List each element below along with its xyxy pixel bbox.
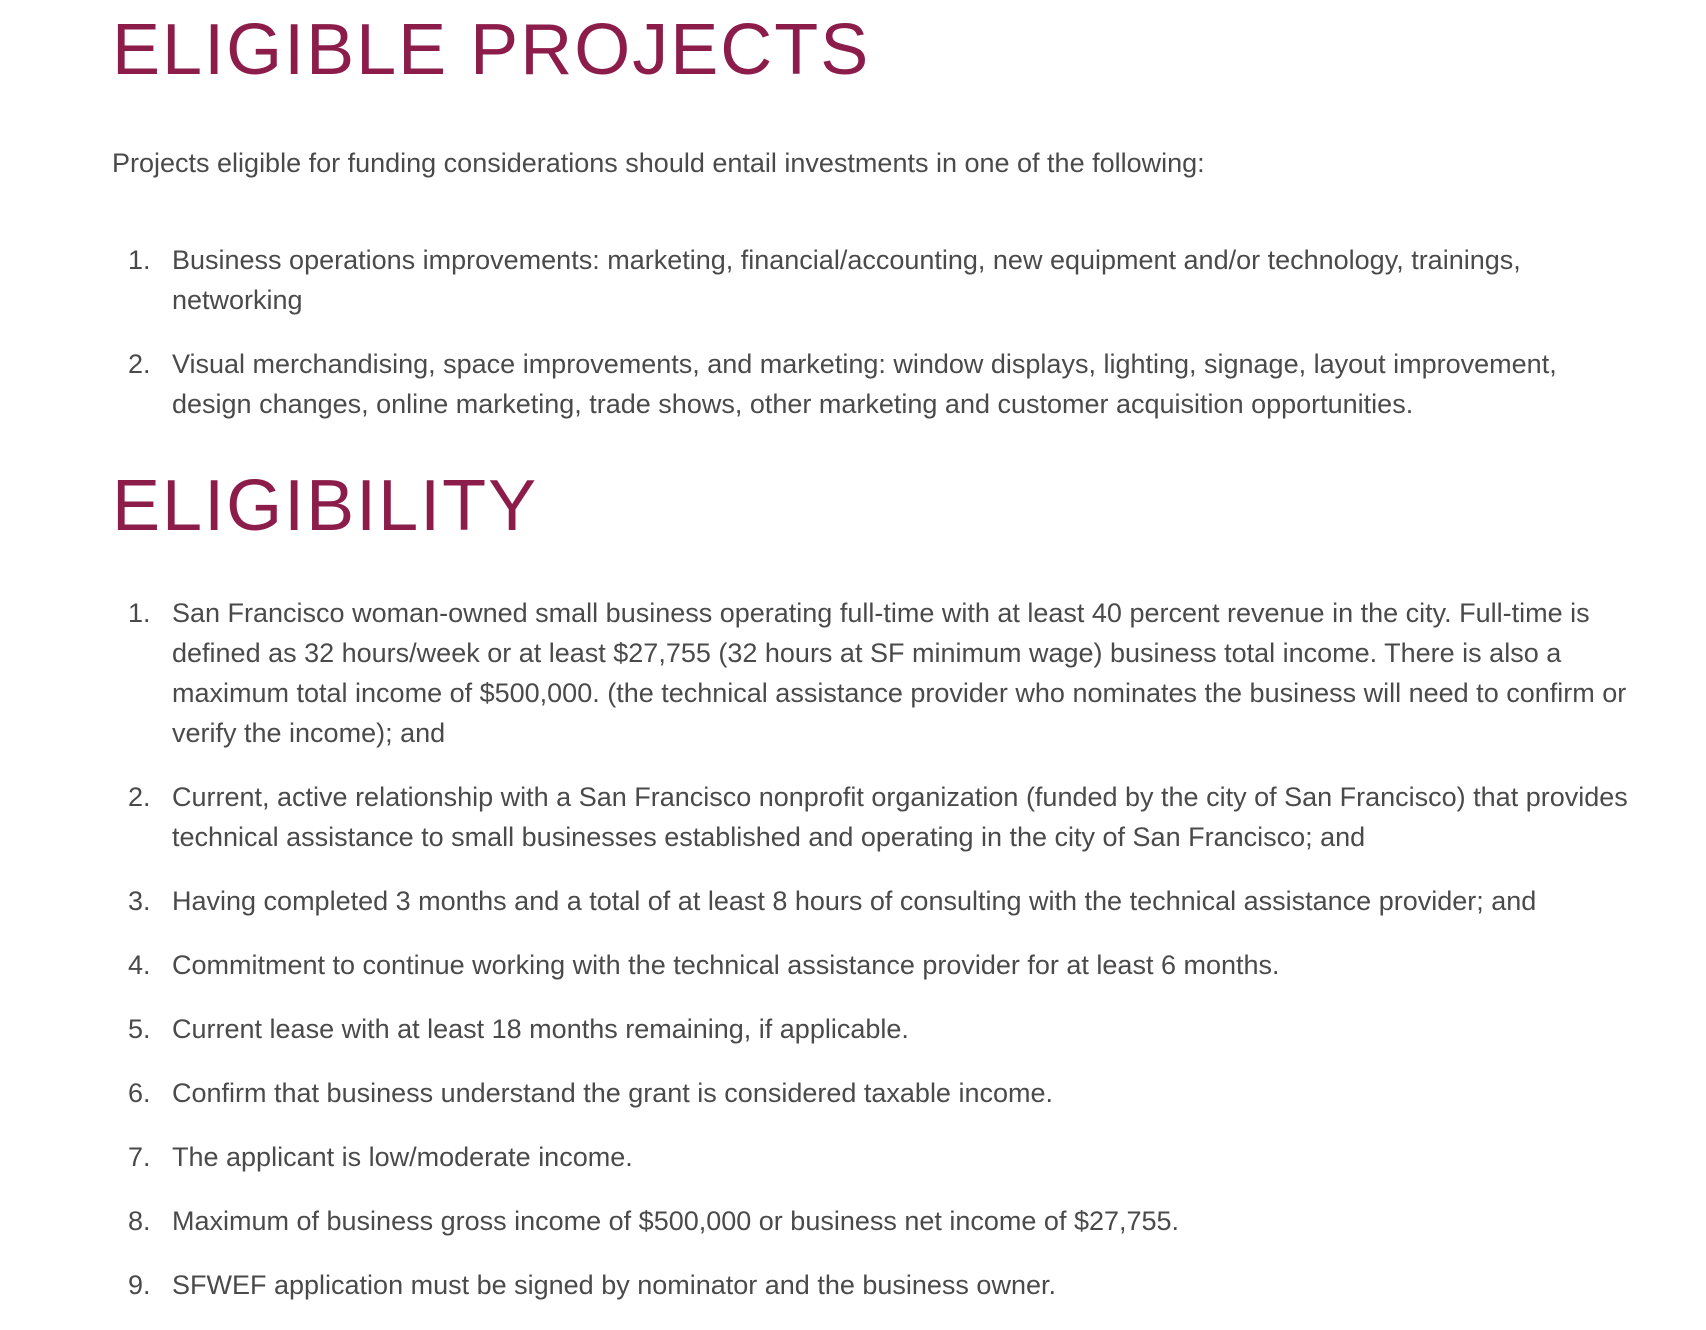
list-item-number: 2. (128, 782, 151, 812)
list-item-text: Commitment to continue working with the technical assistance provider for at least 6 months. (172, 950, 1280, 980)
list-item-number: 1. (128, 245, 151, 275)
list-item-number: 9. (128, 1270, 151, 1300)
list-item-number: 8. (128, 1206, 151, 1236)
list-item-number: 4. (128, 950, 151, 980)
list-item (112, 945, 1632, 985)
list-item-text: Business operations improvements: marketing, financial/accounting, new equipment and/or technology, trainings, networking (172, 245, 1521, 315)
eligible-projects-heading: ELIGIBLE PROJECTS (112, 10, 871, 90)
eligibility-heading: ELIGIBILITY (112, 466, 539, 546)
list-item-text: San Francisco woman-owned small business operating full-time with at least 40 percent revenue in the city. Full-time is defined as 32 hours/week or at least $27,755 (32 hours at SF minimum wage) business total income. There is also a maximum total income of $500,000. (the technical assistance provider who nominates the business will need to confirm or verify the income); and (172, 598, 1627, 748)
list-item (112, 593, 1632, 753)
list-item (112, 1137, 1632, 1177)
list-item (112, 1073, 1632, 1113)
list-item-text: Current, active relationship with a San Francisco nonprofit organization (funded by the city of San Francisco) that provides technical assistance to small businesses established and operating in the city of San Francisco; and (172, 782, 1628, 852)
eligibility-list (112, 593, 1632, 1329)
list-item-text: SFWEF application must be signed by nominator and the business owner. (172, 1270, 1056, 1300)
list-item-number: 5. (128, 1014, 151, 1044)
list-item-text: Having completed 3 months and a total of at least 8 hours of consulting with the technical assistance provider; and (172, 886, 1537, 916)
list-item-text: Visual merchandising, space improvements, and marketing: window displays, lighting, signage, layout improvement, design changes, online marketing, trade shows, other marketing and customer acquisition opportunities. (172, 349, 1557, 419)
list-item-number: 1. (128, 598, 151, 628)
eligible-projects-intro: Projects eligible for funding considerations should entail investments in one of the following: (112, 148, 1205, 178)
list-item (112, 344, 1632, 424)
list-item (112, 881, 1632, 921)
list-item-number: 2. (128, 349, 151, 379)
list-item-text: Confirm that business understand the grant is considered taxable income. (172, 1078, 1053, 1108)
list-item (112, 240, 1632, 320)
list-item-number: 6. (128, 1078, 151, 1108)
list-item-text: Maximum of business gross income of $500,000 or business net income of $27,755. (172, 1206, 1180, 1236)
list-item-text: Current lease with at least 18 months remaining, if applicable. (172, 1014, 909, 1044)
list-item (112, 1265, 1632, 1305)
list-item-number: 3. (128, 886, 151, 916)
list-item-number: 7. (128, 1142, 151, 1172)
list-item (112, 1009, 1632, 1049)
eligible-projects-list (112, 240, 1632, 448)
list-item-text: The applicant is low/moderate income. (172, 1142, 633, 1172)
list-item (112, 777, 1632, 857)
list-item (112, 1201, 1632, 1241)
